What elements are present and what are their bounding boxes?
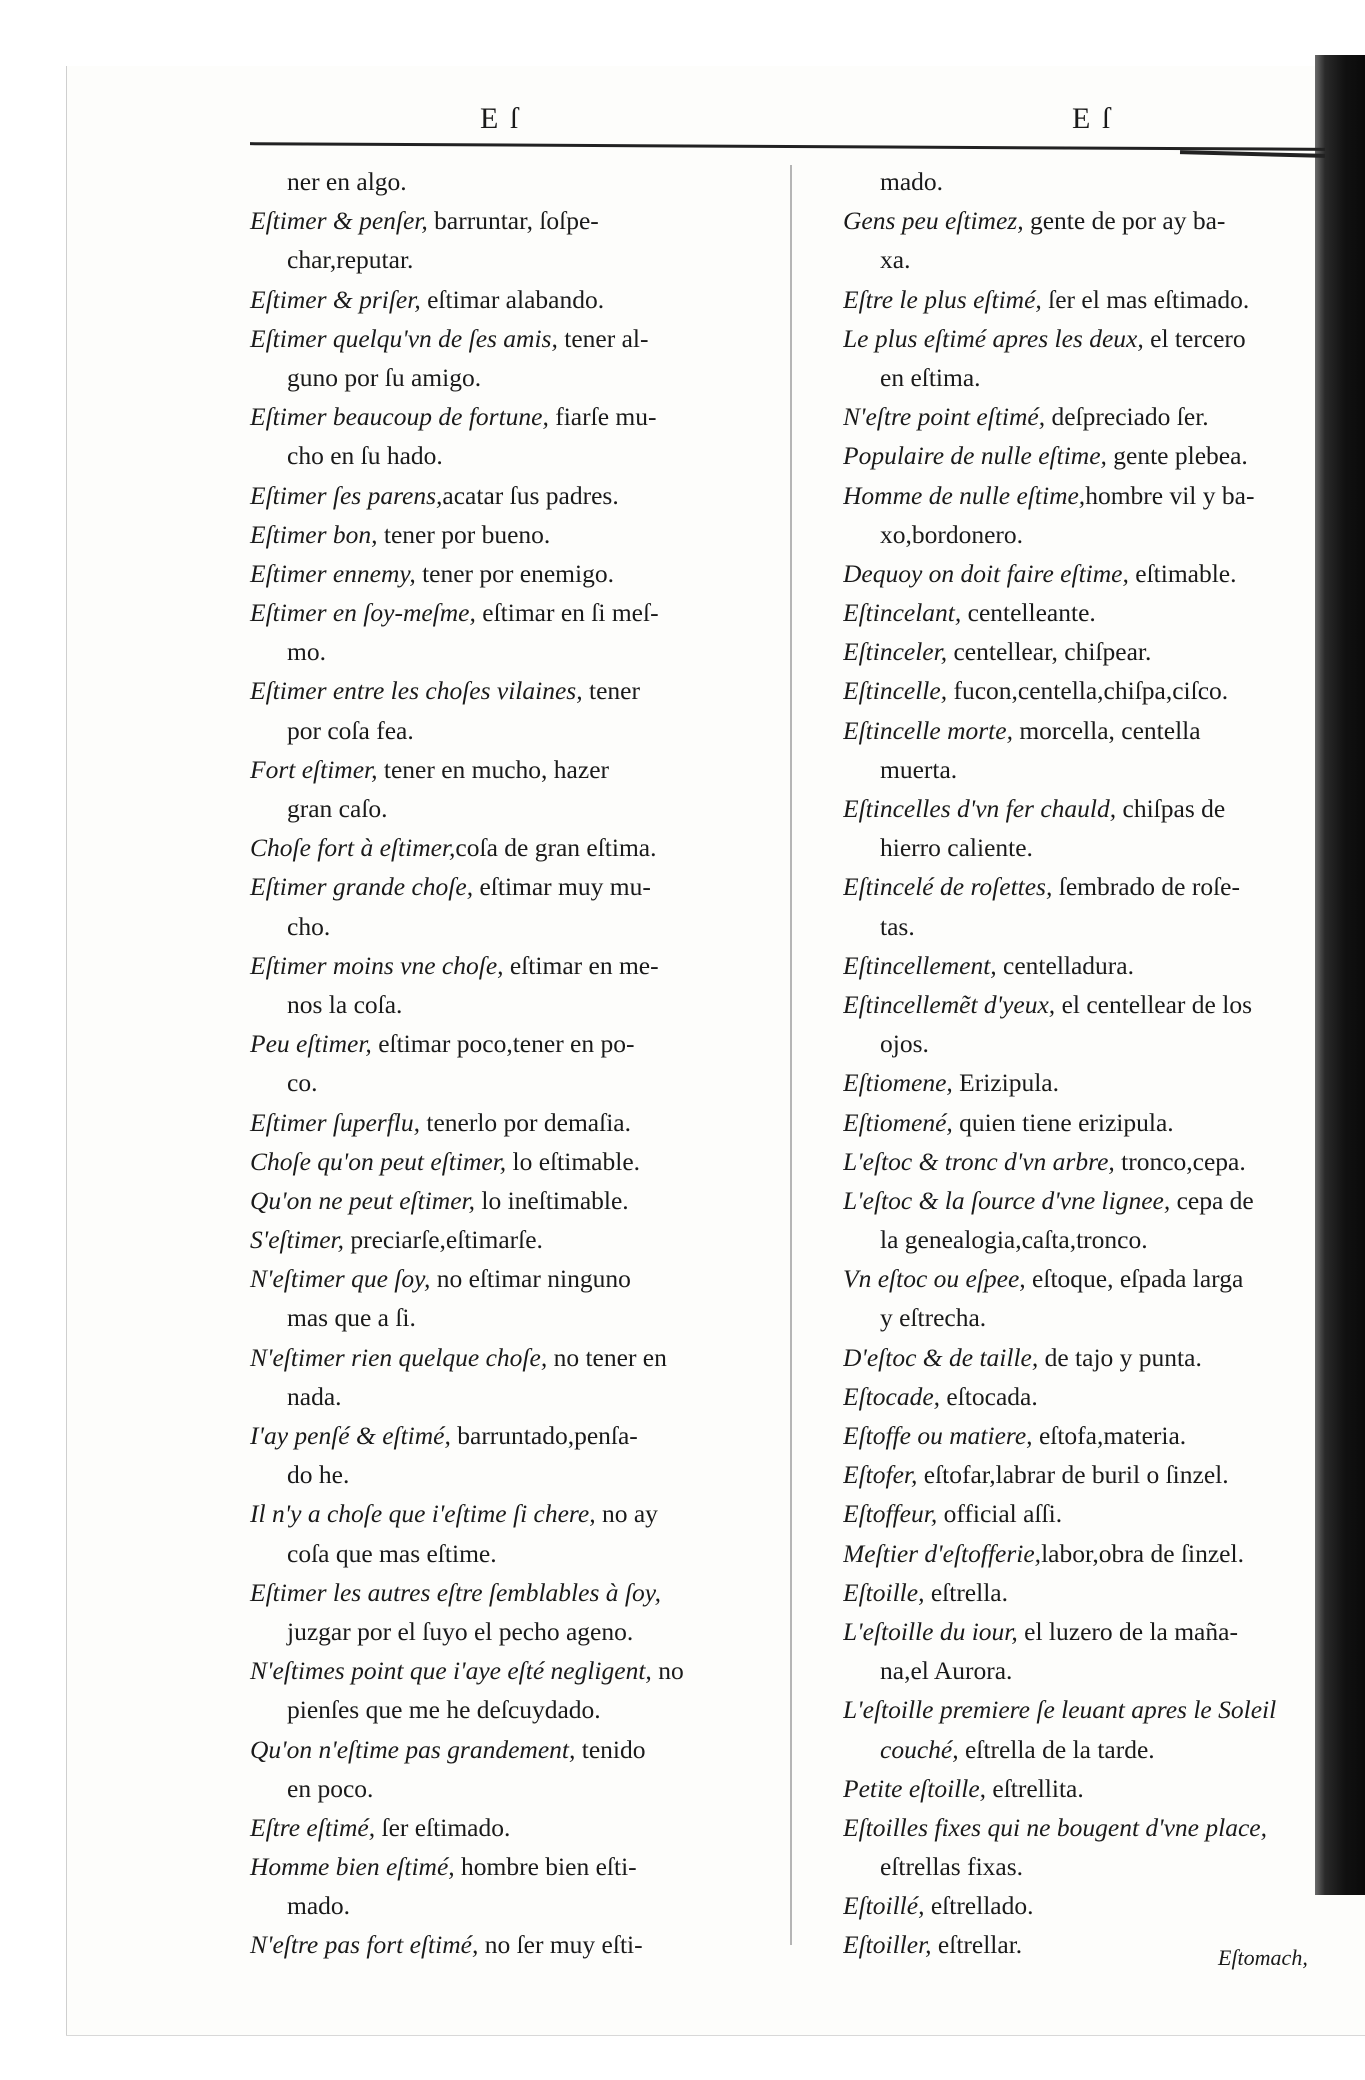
definition: hombre bien eſti-: [454, 1852, 637, 1882]
dictionary-line: [250, 319, 785, 358]
headword: Petite eſtoille,: [843, 1773, 987, 1803]
dictionary-line: [843, 1416, 1321, 1455]
headword: Eſtiomene,: [843, 1068, 953, 1098]
dictionary-line: [250, 1730, 785, 1769]
dictionary-line: [250, 1259, 785, 1298]
dictionary-line: [843, 1847, 1321, 1886]
definition: do he.: [287, 1460, 350, 1490]
headword: L'eſtoille du iour,: [843, 1616, 1018, 1646]
dictionary-line: [843, 1298, 1321, 1337]
headword: Peu eſtimer,: [250, 1029, 372, 1059]
definition: ſembrado de roſe-: [1052, 872, 1240, 902]
dictionary-line: [843, 1259, 1321, 1298]
headword: Eſtincellement,: [843, 950, 997, 980]
definition: co.: [287, 1068, 318, 1098]
definition: tener al-: [557, 323, 649, 353]
definition: coſa que mas eſtime.: [287, 1538, 497, 1568]
dictionary-line: [250, 1808, 785, 1847]
headword: Eſtiomené,: [843, 1107, 953, 1137]
dictionary-line: [843, 162, 1321, 201]
running-header-right: E ſ: [1072, 102, 1113, 135]
dictionary-line: [250, 1220, 785, 1259]
definition: ner en algo.: [287, 167, 407, 196]
headword: Eſtimer bon,: [250, 519, 378, 549]
dictionary-line: [843, 201, 1321, 240]
dictionary-line: [250, 1416, 785, 1455]
definition: guno por ſu amigo.: [287, 362, 482, 392]
headword: Homme bien eſtimé,: [250, 1852, 455, 1882]
dictionary-line: [250, 240, 785, 279]
definition: coſa de gran eſtima.: [455, 833, 657, 863]
headword: Eſtre eſtimé,: [250, 1812, 376, 1842]
definition: tener por enemigo.: [415, 558, 614, 588]
dictionary-line: [250, 554, 785, 593]
dictionary-line: [843, 1730, 1321, 1769]
headword: N'eſtimer rien quelque choſe,: [250, 1342, 548, 1372]
dictionary-line: [250, 1338, 785, 1377]
headword: Eſtimer entre les choſes vilaines,: [250, 676, 583, 706]
headword: Eſtoffeur,: [843, 1499, 938, 1529]
dictionary-line: [250, 476, 785, 515]
headword: I'ay penſé & eſtimé,: [250, 1421, 451, 1450]
dictionary-line: [843, 1886, 1321, 1925]
definition: centellear, chiſpear.: [947, 637, 1152, 667]
dictionary-line: [250, 1455, 785, 1494]
definition: eſtimar alabando.: [420, 284, 605, 314]
definition: xo,bordonero.: [880, 519, 1024, 549]
dictionary-line: [843, 358, 1321, 397]
headword: Dequoy on doit faire eſtime,: [843, 558, 1129, 588]
definition: acatar ſus padres.: [442, 480, 619, 510]
headword: Choſe fort à eſtimer,: [250, 833, 456, 863]
dictionary-line: [250, 1847, 785, 1886]
dictionary-line: [250, 711, 785, 750]
definition: eſtimar en ſi meſ-: [475, 598, 659, 628]
dictionary-line: [250, 280, 785, 319]
dictionary-line: [843, 476, 1321, 515]
headword: Eſtinceler,: [843, 637, 948, 667]
headword: Eſtincelle morte,: [843, 715, 1013, 745]
headword: Eſtimer grande choſe,: [250, 872, 474, 902]
dictionary-line: [250, 1181, 785, 1220]
definition: eſtimar muy mu-: [473, 872, 651, 902]
dictionary-line: [843, 1612, 1321, 1651]
headword: Vn eſtoc ou eſpee,: [843, 1264, 1026, 1294]
definition: ojos.: [880, 1029, 929, 1059]
dictionary-line: [250, 671, 785, 710]
dictionary-line: [843, 554, 1321, 593]
definition: ſer eſtimado.: [375, 1812, 511, 1842]
definition: eſtrella de la tarde.: [958, 1734, 1155, 1764]
definition: preciarſe,eſtimarſe.: [343, 1225, 543, 1255]
dictionary-line: [250, 1494, 785, 1533]
page-edge-left: [66, 66, 67, 2036]
dictionary-line: [250, 397, 785, 436]
definition: na,el Aurora.: [880, 1656, 1013, 1686]
dictionary-line: [843, 1769, 1321, 1808]
dictionary-line: [250, 162, 785, 201]
dictionary-line: [843, 907, 1321, 946]
headword: D'eſtoc & de taille,: [843, 1342, 1039, 1372]
definition: tenerlo por demaſia.: [419, 1107, 631, 1137]
headword: Eſtimer en ſoy-meſme,: [250, 598, 476, 628]
definition: eſtrellas fixas.: [880, 1852, 1024, 1882]
definition: fucon,centella,chiſpa,ciſco.: [947, 676, 1229, 706]
definition: no ay: [595, 1499, 658, 1529]
dictionary-line: [843, 240, 1321, 279]
definition: eſtimar en me-: [503, 950, 659, 980]
definition: mo.: [287, 637, 326, 667]
definition: quien tiene erizipula.: [952, 1107, 1174, 1137]
definition: mas que a ſi.: [287, 1303, 416, 1333]
definition: nada.: [287, 1381, 342, 1411]
dictionary-line: [843, 436, 1321, 475]
definition: no: [651, 1656, 684, 1686]
headword: Eſtincellemẽt d'yeux,: [843, 989, 1056, 1019]
definition: eſtimable.: [1128, 558, 1237, 588]
dictionary-line: [843, 397, 1321, 436]
dictionary-line: [250, 593, 785, 632]
definition: el tercero: [1143, 323, 1246, 353]
dictionary-line: [843, 1455, 1321, 1494]
headword: Eſtre le plus eſtimé,: [843, 284, 1042, 314]
dictionary-line: [843, 711, 1321, 750]
headword: Le plus eſtimé apres les deux,: [843, 323, 1144, 353]
headword: N'eſtre point eſtimé,: [843, 402, 1046, 432]
headword: Eſtimer & penſer,: [250, 206, 428, 236]
definition: barruntado,penſa-: [450, 1421, 638, 1450]
headword: Eſtimer & priſer,: [250, 284, 421, 314]
definition: muerta.: [880, 754, 958, 784]
definition: gran caſo.: [287, 794, 388, 823]
definition: tener por bueno.: [377, 519, 551, 549]
dictionary-line: [250, 1534, 785, 1573]
headword: Qu'on ne peut eſtimer,: [250, 1185, 475, 1215]
dictionary-line: [843, 1690, 1321, 1729]
definition: eſtofa,materia.: [1032, 1421, 1187, 1450]
dictionary-line: [843, 1063, 1321, 1102]
definition: centelladura.: [996, 950, 1134, 980]
dictionary-line: [843, 750, 1321, 789]
dictionary-line: [843, 1651, 1321, 1690]
dictionary-line: [250, 436, 785, 475]
headword: Eſtimer quelqu'vn de ſes amis,: [250, 323, 558, 353]
definition: eſtoque, eſpada larga: [1025, 1264, 1244, 1294]
definition: cho.: [287, 911, 331, 941]
dictionary-line: [843, 593, 1321, 632]
dictionary-line: [843, 1220, 1321, 1259]
headword: Eſtimer beaucoup de fortune,: [250, 402, 549, 432]
headword: Eſtincelé de roſettes,: [843, 872, 1053, 902]
dictionary-line: [843, 515, 1321, 554]
definition: Erizipula.: [952, 1068, 1059, 1098]
dictionary-line: [843, 867, 1321, 906]
headword: N'eſtimer que ſoy,: [250, 1264, 431, 1294]
headword: Eſtincelles d'vn fer chauld,: [843, 794, 1117, 823]
definition: eſtrellado.: [924, 1891, 1034, 1921]
dictionary-line: [843, 1534, 1321, 1573]
column-divider: [790, 165, 792, 1945]
dictionary-line: [250, 1573, 785, 1612]
definition: pienſes que me he deſcuydado.: [287, 1695, 601, 1725]
headword: L'eſtoc & tronc d'vn arbre,: [843, 1146, 1115, 1176]
definition: lo eſtimable.: [506, 1146, 641, 1176]
definition: centelleante.: [961, 598, 1096, 628]
headword: Homme de nulle eſtime,: [843, 480, 1086, 510]
dictionary-line: [843, 632, 1321, 671]
running-header-left: E ſ: [480, 102, 521, 135]
definition: no ſer muy eſti-: [478, 1930, 643, 1960]
headword: couché,: [880, 1734, 959, 1764]
dictionary-line: [250, 750, 785, 789]
dictionary-line: [843, 1494, 1321, 1533]
dictionary-line: [843, 828, 1321, 867]
dictionary-line: [843, 1808, 1321, 1847]
definition: y eſtrecha.: [880, 1303, 987, 1333]
dictionary-line: [843, 1142, 1321, 1181]
definition: en eſtima.: [880, 362, 981, 392]
dictionary-line: [250, 1024, 785, 1063]
headword: N'eſtre pas fort eſtimé,: [250, 1930, 479, 1960]
dictionary-line: [250, 828, 785, 867]
headword: S'eſtimer,: [250, 1225, 344, 1255]
dictionary-line: [250, 867, 785, 906]
headword: Il n'y a choſe que i'eſtime ſi chere,: [250, 1499, 596, 1529]
definition: char,reputar.: [287, 245, 414, 275]
definition: labor,obra de ſinzel.: [1041, 1538, 1244, 1568]
headword: Eſtoiller,: [843, 1930, 932, 1960]
dictionary-line: [843, 280, 1321, 319]
dictionary-line: [250, 358, 785, 397]
definition: hierro caliente.: [880, 833, 1033, 863]
definition: tronco,cepa.: [1114, 1146, 1246, 1176]
dictionary-line: [250, 1612, 785, 1651]
dictionary-line: [250, 907, 785, 946]
headword: Eſtimer ſuperflu,: [250, 1107, 420, 1137]
dictionary-line: [250, 1103, 785, 1142]
headword: Eſtincelle,: [843, 676, 948, 706]
left-column: [250, 162, 785, 1965]
definition: xa.: [880, 245, 911, 275]
dictionary-line: [843, 1377, 1321, 1416]
headword: Eſtofer,: [843, 1460, 918, 1490]
dictionary-line: [843, 1024, 1321, 1063]
headword: Eſtoilles fixes qui ne bougent d'vne place,: [843, 1812, 1267, 1842]
dictionary-line: [250, 1377, 785, 1416]
headword: Eſtimer ſes parens,: [250, 480, 443, 510]
definition: lo ineſtimable.: [475, 1185, 629, 1215]
binding-shadow: [1315, 55, 1365, 1895]
definition: mado.: [880, 167, 944, 196]
dictionary-line: [250, 789, 785, 828]
definition: gente plebea.: [1106, 441, 1248, 471]
headword: Eſtincelant,: [843, 598, 962, 628]
definition: eſtimar poco,tener en po-: [371, 1029, 635, 1059]
headword: Eſtimer les autres eſtre ſemblables à ſoy,: [250, 1577, 662, 1607]
headword: Qu'on n'eſtime pas grandement,: [250, 1734, 576, 1764]
definition: por coſa fea.: [287, 715, 414, 745]
dictionary-line: [250, 1063, 785, 1102]
headword: N'eſtimes point que i'aye eſté negligent,: [250, 1656, 652, 1686]
definition: no tener en: [547, 1342, 667, 1372]
definition: el luzero de la maña-: [1017, 1616, 1238, 1646]
dictionary-line: [250, 985, 785, 1024]
definition: tas.: [880, 911, 915, 941]
dictionary-line: [843, 985, 1321, 1024]
dictionary-line: [250, 946, 785, 985]
definition: eſtrellar.: [931, 1930, 1023, 1960]
headword: Choſe qu'on peut eſtimer,: [250, 1146, 507, 1176]
definition: official aſſi.: [937, 1499, 1063, 1529]
headword: Eſtoffe ou matiere,: [843, 1421, 1033, 1450]
definition: ſer el mas eſtimado.: [1041, 284, 1250, 314]
definition: eſtofar,labrar de buril o ſinzel.: [917, 1460, 1229, 1490]
definition: eſtrella.: [924, 1577, 1008, 1607]
definition: el centellear de los: [1055, 989, 1253, 1019]
dictionary-line: [843, 1573, 1321, 1612]
headword: L'eſtoille premiere ſe leuant apres le Soleil: [843, 1695, 1277, 1725]
dictionary-line: [843, 1181, 1321, 1220]
dictionary-line: [250, 1651, 785, 1690]
definition: de tajo y punta.: [1038, 1342, 1202, 1372]
headword: Meſtier d'eſtofferie,: [843, 1538, 1042, 1568]
definition: tener: [582, 676, 640, 706]
headword: Eſtimer moins vne choſe,: [250, 950, 504, 980]
page-edge-bottom: [66, 2035, 1365, 2036]
dictionary-line: [250, 1886, 785, 1925]
definition: eſtocada.: [940, 1381, 1038, 1411]
definition: morcella, centella: [1012, 715, 1201, 745]
definition: cho en ſu hado.: [287, 441, 443, 471]
headword: Populaire de nulle eſtime,: [843, 441, 1107, 471]
definition: eſtrellita.: [986, 1773, 1084, 1803]
definition: tener en mucho, hazer: [377, 754, 610, 784]
dictionary-line: [843, 671, 1321, 710]
definition: barruntar, ſoſpe-: [427, 206, 599, 236]
headword: Fort eſtimer,: [250, 754, 378, 784]
headword: Eſtoille,: [843, 1577, 925, 1607]
definition: cepa de: [1170, 1185, 1254, 1215]
definition: tenido: [575, 1734, 646, 1764]
headword: Eſtocade,: [843, 1381, 941, 1411]
dictionary-line: [843, 1103, 1321, 1142]
definition: mado.: [287, 1891, 351, 1921]
definition: hombre vil y ba-: [1085, 480, 1255, 510]
dictionary-line: [250, 1142, 785, 1181]
headword: Eſtimer ennemy,: [250, 558, 416, 588]
dictionary-line: [843, 946, 1321, 985]
right-column: [843, 162, 1321, 1965]
headword: L'eſtoc & la ſource d'vne lignee,: [843, 1185, 1171, 1215]
definition: fiarſe mu-: [548, 402, 657, 432]
dictionary-line: [843, 319, 1321, 358]
definition: la genealogia,caſta,tronco.: [880, 1225, 1148, 1255]
dictionary-line: [843, 1338, 1321, 1377]
definition: en poco.: [287, 1773, 374, 1803]
definition: chiſpas de: [1116, 794, 1226, 823]
dictionary-line: [250, 1925, 785, 1964]
dictionary-line: [250, 1690, 785, 1729]
dictionary-line: [250, 201, 785, 240]
catchword: Eſtomach,: [1218, 1945, 1308, 1970]
definition: juzgar por el ſuyo el pecho ageno.: [287, 1616, 634, 1646]
definition: no eſtimar ninguno: [430, 1264, 631, 1294]
headword: Eſtoillé,: [843, 1891, 925, 1921]
dictionary-line: [250, 632, 785, 671]
headword: Gens peu eſtimez,: [843, 206, 1024, 236]
dictionary-line: [843, 789, 1321, 828]
dictionary-line: [250, 1769, 785, 1808]
dictionary-line: [250, 1298, 785, 1337]
definition: deſpreciado ſer.: [1045, 402, 1209, 432]
dictionary-line: [250, 515, 785, 554]
definition: gente de por ay ba-: [1023, 206, 1226, 236]
definition: nos la coſa.: [287, 989, 403, 1019]
